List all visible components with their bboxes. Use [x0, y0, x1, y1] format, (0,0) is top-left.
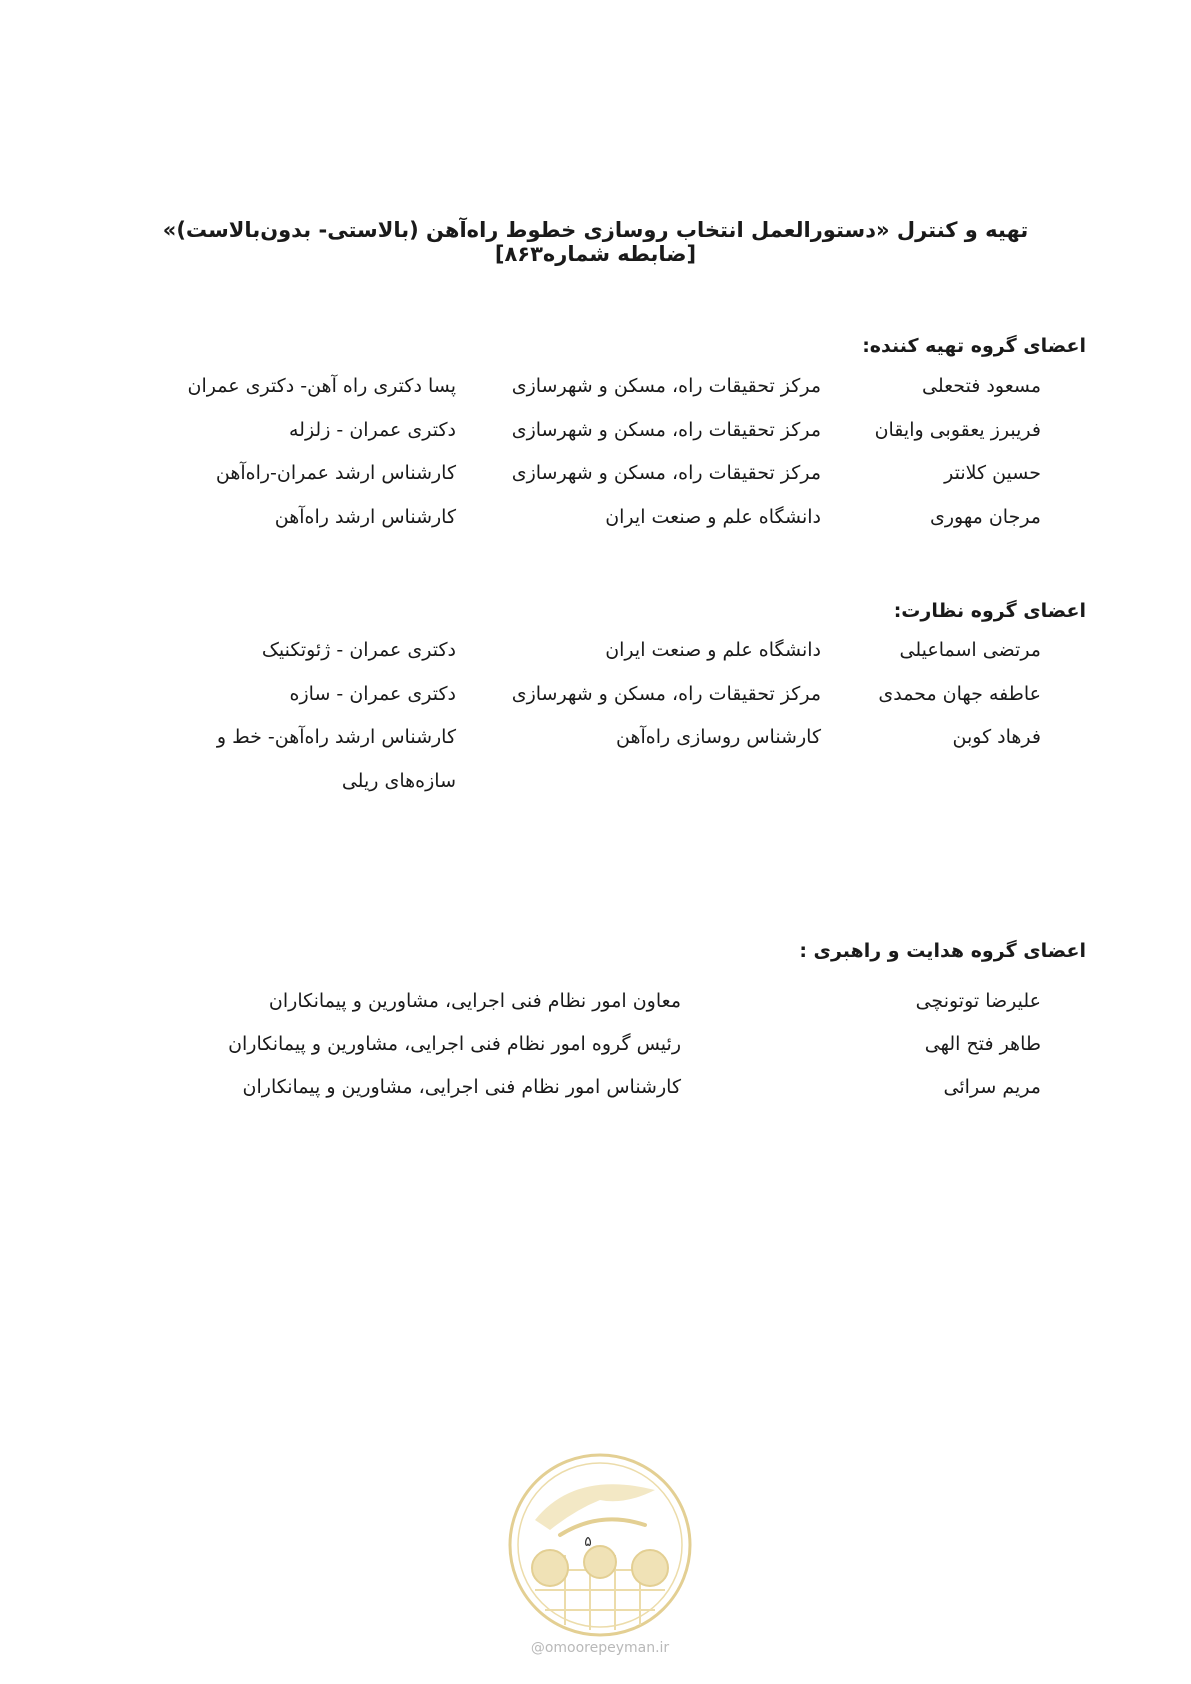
page-title: تهیه و کنترل «دستورالعمل انتخاب روسازی خطوط راه‌آهن (بالاستی- بدون‌بالاست)» [ضابطه شماره۸۶۳] [162, 218, 1029, 266]
page-number: ۵ [584, 1534, 592, 1550]
preparation-member-degree: کارشناس ارشد عمران-راه‌آهن [215, 462, 456, 484]
guidance-member-role: رئیس گروه امور نظام فنی اجرایی، مشاورین و پیمانکاران [228, 1033, 681, 1055]
preparation-member-name: مسعود فتحعلی [922, 375, 1041, 397]
supervision-member-organization: دانشگاه علم و صنعت ایران [605, 639, 821, 661]
guidance-member-role: معاون امور نظام فنی اجرایی، مشاورین و پیمانکاران [268, 990, 681, 1012]
preparation-member-organization: مرکز تحقیقات راه، مسکن و شهرسازی [511, 375, 821, 397]
supervision-member-degree: دکتری عمران - ژئوتکنیک [261, 639, 456, 661]
supervision-member-name: عاطفه جهان محمدی [878, 683, 1041, 705]
preparation-member-organization: مرکز تحقیقات راه، مسکن و شهرسازی [511, 419, 821, 441]
preparation-member-degree: کارشناس ارشد راه‌آهن [274, 506, 456, 528]
supervision-member-degree: کارشناس ارشد راه‌آهن- خط و [216, 726, 456, 748]
supervision-member-name: فرهاد کوبن [952, 726, 1041, 748]
preparation-member-degree: پسا دکتری راه آهن- دکتری عمران [187, 375, 456, 397]
supervision-member-degree: دکتری عمران - سازه [289, 683, 456, 705]
preparation-member-name: مرجان مهوری [930, 506, 1041, 528]
preparation-member-degree: دکتری عمران - زلزله [288, 419, 456, 441]
supervision-member-degree-continued: سازه‌های ریلی [341, 770, 456, 792]
preparation-member-name: فریبرز یعقوبی وایقان [874, 419, 1041, 441]
guidance-member-name: مریم سرائی [943, 1076, 1041, 1098]
preparation-member-organization: دانشگاه علم و صنعت ایران [605, 506, 821, 528]
website-url: @omoorepeyman.ir [530, 1640, 670, 1656]
guidance-member-name: علیرضا توتونچی [915, 990, 1041, 1012]
supervision-member-organization: مرکز تحقیقات راه، مسکن و شهرسازی [511, 683, 821, 705]
preparation-member-organization: مرکز تحقیقات راه، مسکن و شهرسازی [511, 462, 821, 484]
supervision-member-name: مرتضی اسماعیلی [899, 639, 1041, 661]
supervision-member-organization: کارشناس روسازی راه‌آهن [615, 726, 821, 748]
guidance-group-heading: اعضای گروه هدایت و راهبری : [799, 940, 1086, 962]
supervision-group-heading: اعضای گروه نظارت: [893, 600, 1086, 622]
guidance-member-name: طاهر فتح الهی [924, 1033, 1041, 1055]
preparation-member-name: حسین کلانتر [944, 462, 1041, 484]
preparation-group-heading: اعضای گروه تهیه کننده: [862, 335, 1086, 357]
guidance-member-role: کارشناس امور نظام فنی اجرایی، مشاورین و پیمانکاران [242, 1076, 681, 1098]
omoorepeyman-logo-icon [505, 1450, 695, 1640]
